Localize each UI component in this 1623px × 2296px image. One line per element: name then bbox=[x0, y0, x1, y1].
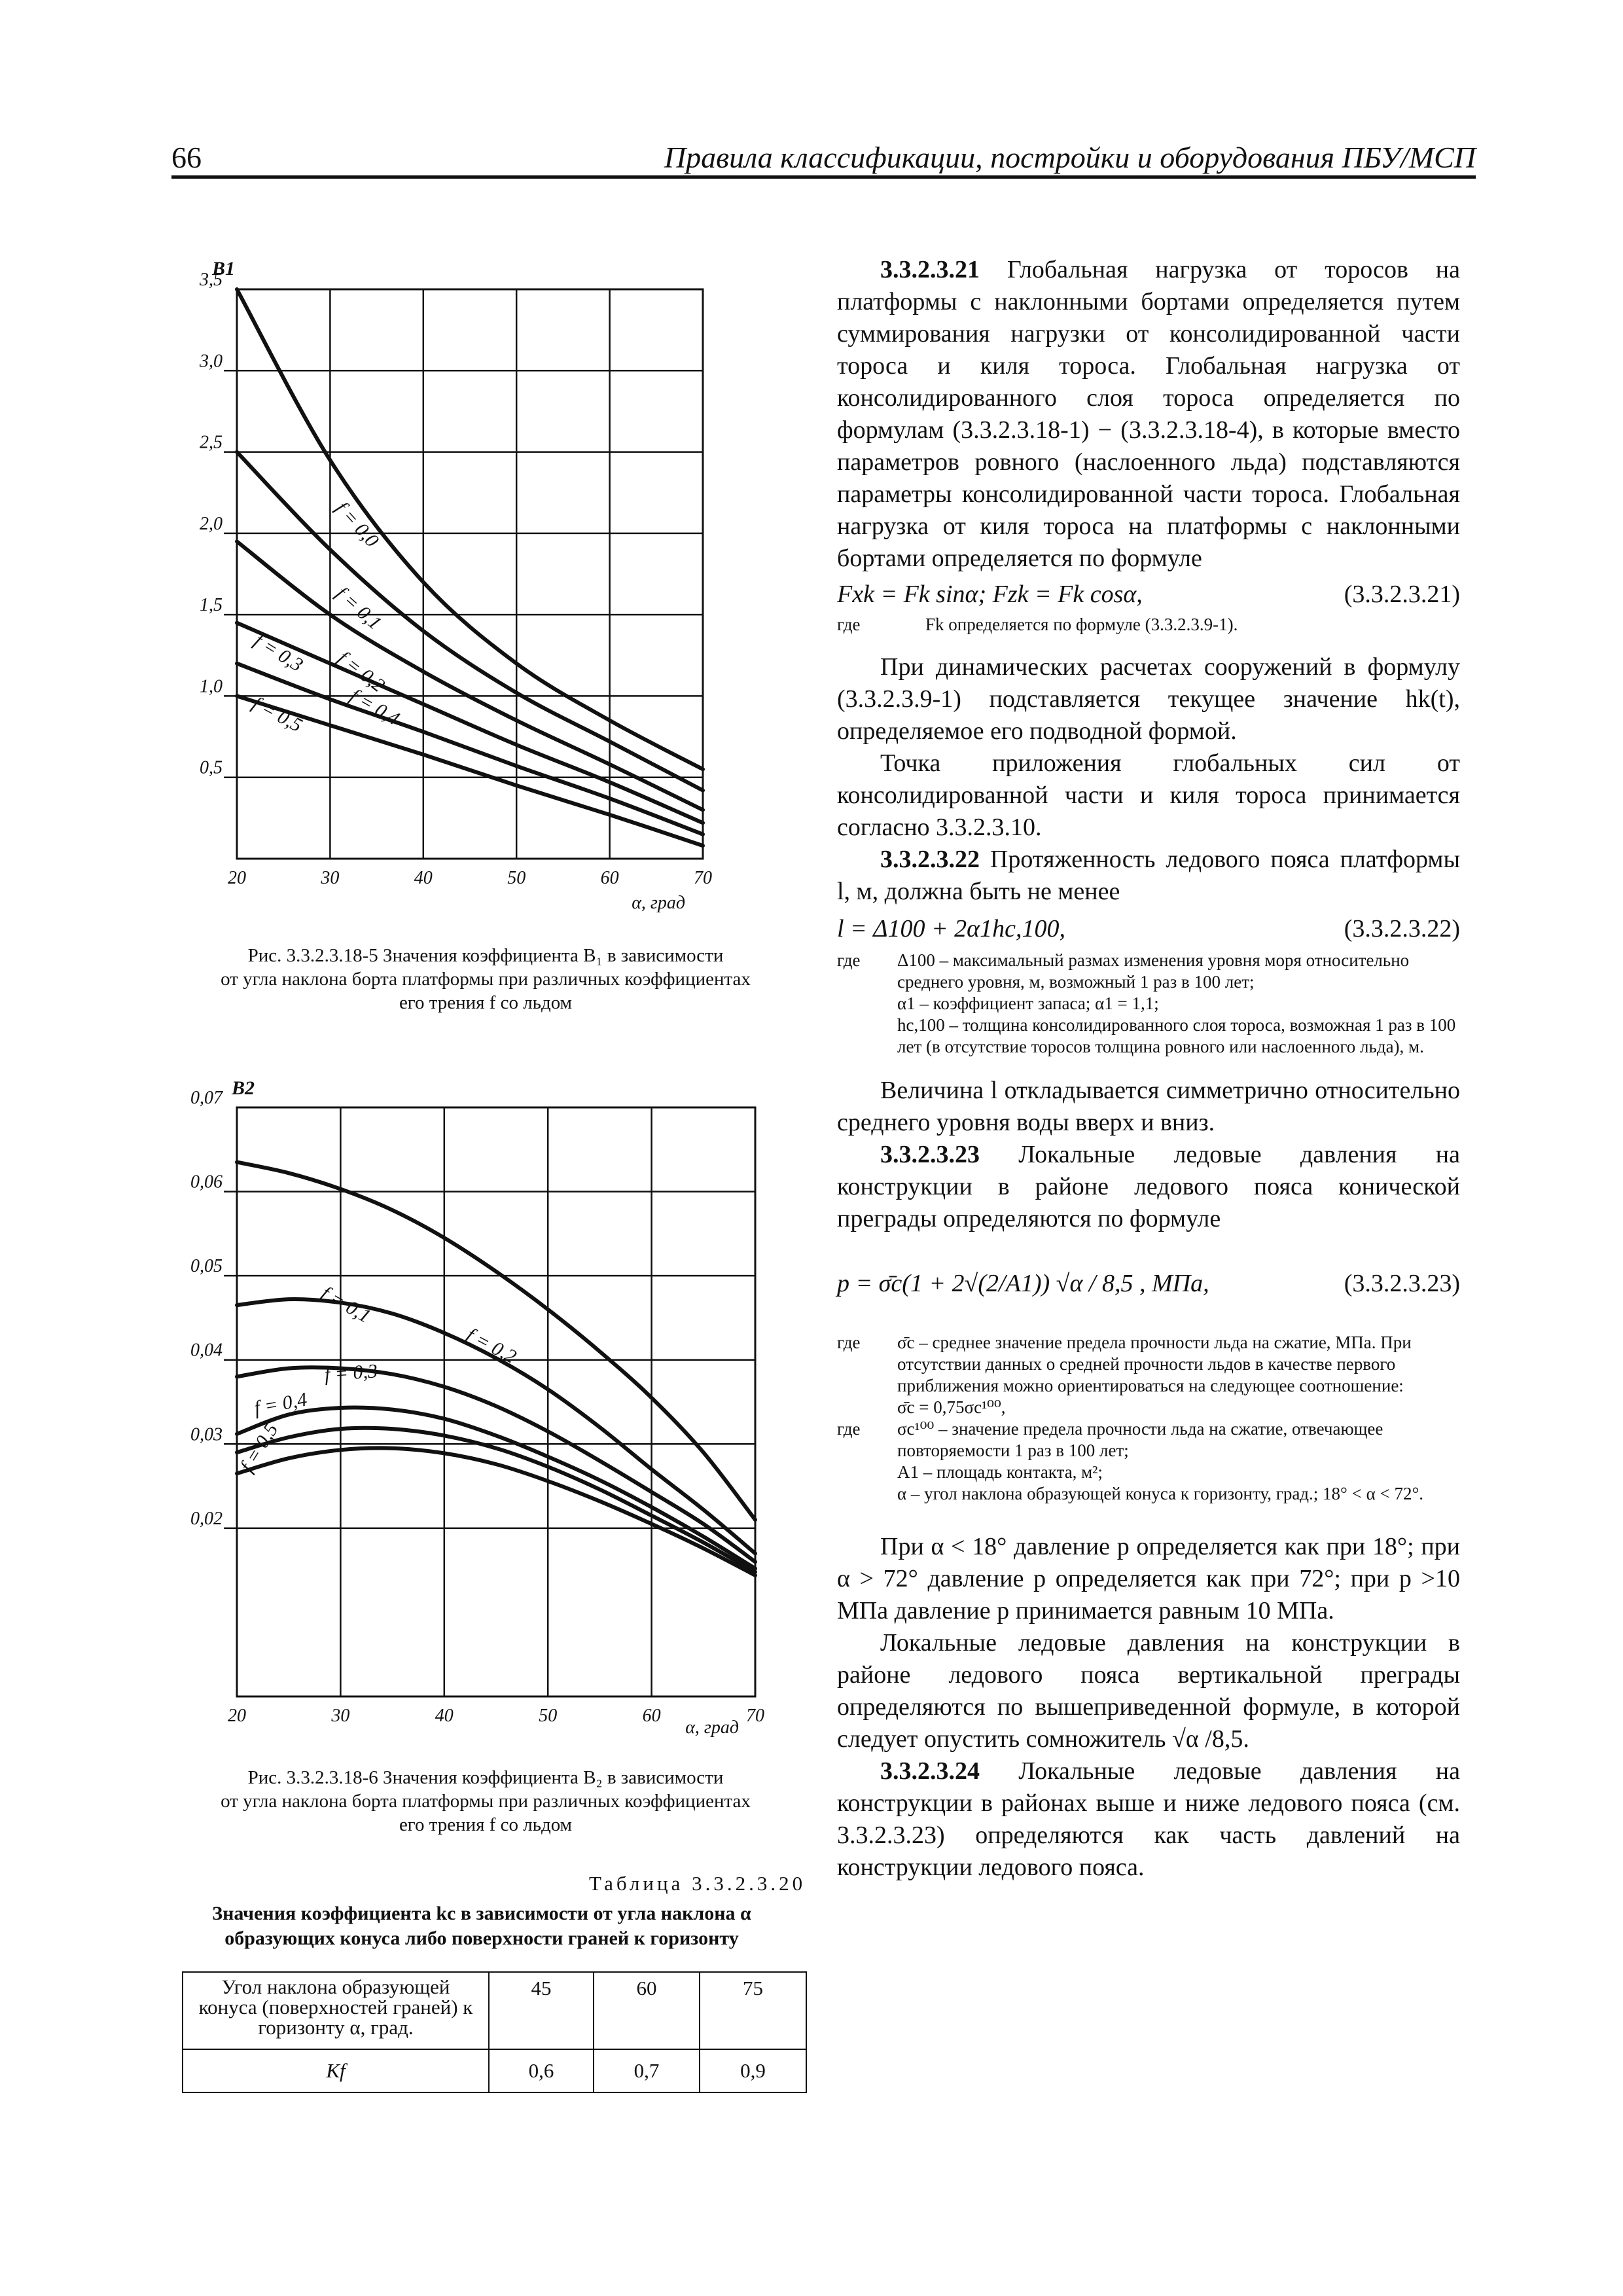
y-tick-label: 0,02 bbox=[190, 1508, 223, 1529]
caption-line: его трения f со льдом bbox=[399, 992, 573, 1013]
curve-label: f = 0,3 bbox=[323, 1360, 379, 1386]
x-tick-label: 60 bbox=[642, 1706, 661, 1726]
formula-number: (3.3.2.3.21) bbox=[1344, 581, 1460, 608]
legend-list bbox=[897, 950, 1460, 1058]
curve-label: f = 0,1 bbox=[331, 582, 386, 634]
series-line bbox=[237, 664, 703, 834]
page-number: 66 bbox=[171, 141, 202, 174]
x-tick-label: 50 bbox=[507, 868, 526, 888]
y-axis-title: B1 bbox=[212, 258, 236, 279]
y-tick-label: 2,0 bbox=[200, 513, 223, 534]
section-number: 3.3.2.3.21 bbox=[880, 256, 980, 283]
y-tick-label: 0,03 bbox=[190, 1424, 223, 1445]
caption-line: Рис. 3.3.2.3.18-6 Значения коэффициента B₂ в зависимости bbox=[247, 1767, 724, 1788]
paragraph-vertical-barrier: Локальные ледовые давления на конструкции в районе ледового пояса вертикальной преграды определяются по вышеприведенной формуле, в которой следует опустить сомножитель √α /8,5. bbox=[837, 1629, 1460, 1753]
formula-legend bbox=[837, 1418, 1460, 1505]
section-number: 3.3.2.3.23 bbox=[880, 1141, 980, 1168]
formula-number: (3.3.2.3.23) bbox=[1344, 1270, 1460, 1297]
paragraph-text: Глобальная нагрузка от торосов на платформы с наклонными бортами определяется путем суммирования нагрузки от консолидированной части тороса и киля тороса. Глобальная нагрузка от консолидированного слоя тороса определяется по формулам (3.3.2.3.18-1) − (3.3.2.3.18-4), в которые вместо параметров ровного (наслоенного льда) подставляются параметры консолидированной части тороса. Глобальная нагрузка от киля тороса на платформы с наклонными бортами определяется по формуле bbox=[837, 256, 1460, 572]
table-row bbox=[183, 2049, 806, 2092]
y-tick-label: 0,05 bbox=[190, 1256, 223, 1277]
y-tick-label: 0,06 bbox=[190, 1172, 223, 1193]
table-cell: Kf bbox=[183, 2049, 489, 2092]
where-label: где bbox=[837, 950, 861, 970]
legend-list bbox=[897, 1332, 1460, 1418]
caption-line: от угла наклона борта платформы при различных коэффициентах bbox=[221, 969, 751, 990]
series-line bbox=[237, 696, 703, 846]
formula-number: (3.3.2.3.22) bbox=[1344, 915, 1460, 942]
y-axis-title: B2 bbox=[232, 1077, 255, 1099]
table-cell: 0,6 bbox=[489, 2049, 594, 2092]
formula-text: p = σ̄c(1 + 2√(2/A1)) √α / 8,5 , МПа, bbox=[837, 1270, 1209, 1297]
curve-label: f = 0,4 bbox=[346, 684, 404, 730]
table-title bbox=[171, 1901, 792, 1951]
formula-legend bbox=[837, 614, 1460, 636]
legend-item: hc,100 – толщина консолидированного слоя тороса, возможная 1 раз в 100 лет (в отсутствие торосов толщина ровного или наслоенного льда), м. bbox=[897, 1015, 1456, 1056]
y-tick-label: 3,5 bbox=[200, 270, 223, 290]
y-tick-label: 1,0 bbox=[200, 676, 223, 697]
kc-table bbox=[182, 1971, 807, 2093]
curve-label: f = 0,0 bbox=[331, 497, 383, 552]
header-cell-line: Угол наклона образующей bbox=[221, 1975, 450, 1998]
series-line bbox=[237, 623, 703, 823]
caption-line: от угла наклона борта платформы при различных коэффициентах bbox=[221, 1791, 751, 1812]
paragraph-application-point: Точка приложения глобальных сил от консолидированной части и киля тороса принимается согласно 3.3.2.3.10. bbox=[837, 749, 1460, 841]
formula-3-3-2-3-23 bbox=[837, 1268, 1460, 1319]
series-line bbox=[237, 452, 703, 791]
paragraph-text: Локальные ледовые давления на конструкции в районе ледового пояса конической преграды определяются по формуле bbox=[837, 1141, 1460, 1232]
y-tick-label: 2,5 bbox=[200, 432, 223, 453]
x-axis-title: α, град bbox=[685, 1717, 739, 1738]
curve-label: f = 0,1 bbox=[317, 1282, 374, 1327]
where-label: где bbox=[837, 615, 861, 634]
where-label: где bbox=[837, 1419, 861, 1439]
x-tick-label: 70 bbox=[746, 1706, 764, 1726]
section-number: 3.3.2.3.24 bbox=[880, 1757, 980, 1785]
legend-item: α1 – коэффициент запаса; α1 = 1,1; bbox=[897, 994, 1159, 1013]
caption-line: его трения f со льдом bbox=[399, 1814, 573, 1835]
chart-b1 bbox=[171, 249, 800, 916]
paragraph-3-3-2-3-21 bbox=[837, 254, 1460, 575]
x-tick-label: 20 bbox=[228, 1706, 246, 1726]
chart-b2 bbox=[171, 1067, 800, 1741]
y-tick-label: 0,5 bbox=[200, 757, 223, 778]
y-tick-label: 3,0 bbox=[200, 351, 223, 372]
paragraph-text: Локальные ледовые давления на конструкции в районах выше и ниже ледового пояса (см. 3.3.2.3.23) определяются как часть давлений на конструкции ледового пояса. bbox=[837, 1757, 1460, 1881]
curve-label: f = 0,2 bbox=[334, 647, 389, 697]
figure-caption-1 bbox=[171, 944, 800, 1014]
table-title-line: образующих конуса либо поверхности граней к горизонту bbox=[224, 1928, 739, 1949]
right-column bbox=[837, 254, 1460, 1884]
header-rule bbox=[171, 175, 1476, 179]
formula-legend bbox=[837, 950, 1460, 1058]
legend-item: σ̄c – среднее значение предела прочности льда на сжатие, МПа. При отсутствии данных о средней прочности льдов в качестве первого приближения можно ориентироваться на следующее соотношение: bbox=[897, 1333, 1412, 1395]
table-cell: 75 bbox=[700, 1972, 806, 2049]
table-title-line: Значения коэффициента kc в зависимости от угла наклона α bbox=[212, 1903, 751, 1924]
legend-item: σ̄c = 0,75σc¹⁰⁰, bbox=[897, 1397, 1006, 1417]
x-tick-label: 30 bbox=[331, 1706, 350, 1726]
legend-item: A1 – площадь контакта, м²; bbox=[897, 1462, 1103, 1482]
page-header-title: Правила классификации, постройки и оборудования ПБУ/МСП bbox=[664, 141, 1476, 174]
y-tick-label: 0,04 bbox=[190, 1340, 223, 1361]
plot-frame bbox=[237, 289, 703, 859]
x-tick-label: 40 bbox=[435, 1706, 454, 1726]
paragraph-alpha-limits: При α < 18° давление p определяется как при 18°; при α > 72° давление p определяется как при 72°; при p >10 МПа давление p принимается равным 10 МПа. bbox=[837, 1533, 1460, 1624]
x-axis-title: α, град bbox=[632, 893, 685, 913]
table-cell: 0,9 bbox=[700, 2049, 806, 2092]
table-row bbox=[183, 1972, 806, 2049]
x-tick-label: 40 bbox=[414, 868, 433, 888]
legend-item: Δ100 – максимальный размах изменения уровня моря относительно среднего уровня, м, возможный 1 раз в 100 лет; bbox=[897, 950, 1410, 992]
legend-list bbox=[897, 1418, 1460, 1505]
table-cell: 60 bbox=[594, 1972, 700, 2049]
curve-label: f = 0,2 bbox=[463, 1323, 520, 1368]
legend-text: Fk определяется по формуле (3.3.2.3.9-1). bbox=[925, 615, 1238, 634]
formula-legend bbox=[837, 1332, 1460, 1418]
caption-line: Рис. 3.3.2.3.18-5 Значения коэффициента B₁ в зависимости bbox=[247, 945, 724, 966]
x-tick-label: 70 bbox=[694, 868, 712, 888]
figure-caption-2 bbox=[171, 1766, 800, 1837]
formula-text: Fxk = Fk sinα; Fzk = Fk cosα, bbox=[837, 581, 1143, 608]
x-tick-label: 50 bbox=[539, 1706, 558, 1726]
table-cell: 45 bbox=[489, 1972, 594, 2049]
table-header-cell bbox=[183, 1972, 489, 2049]
legend-item: σc¹⁰⁰ – значение предела прочности льда на сжатие, отвечающее повторяемости 1 раз в 100 лет; bbox=[897, 1419, 1383, 1460]
where-label: где bbox=[837, 1333, 861, 1352]
paragraph-3-3-2-3-24 bbox=[837, 1755, 1460, 1884]
legend-item: α – угол наклона образующей конуса к горизонту, град.; 18° < α < 72°. bbox=[897, 1484, 1423, 1503]
curve-label: f = 0,5 bbox=[236, 1419, 283, 1476]
curve-label: f = 0,5 bbox=[249, 692, 306, 737]
curve-label: f = 0,4 bbox=[252, 1388, 309, 1420]
table-cell: 0,7 bbox=[594, 2049, 700, 2092]
y-tick-label: 1,5 bbox=[200, 595, 223, 616]
header-cell-line: конуса (поверхностей граней) к bbox=[198, 1996, 473, 2018]
paragraph-text: Протяженность ледового пояса платформы l, м, должна быть не менее bbox=[837, 846, 1460, 905]
header-cell-line: горизонту α, град. bbox=[258, 2016, 414, 2039]
formula-text: l = Δ100 + 2α1hc,100, bbox=[837, 915, 1065, 942]
plot-frame bbox=[237, 1107, 755, 1696]
paragraph-symmetry: Величина l откладывается симметрично относительно среднего уровня воды вверх и вниз. bbox=[837, 1077, 1460, 1136]
paragraph-dynamic: При динамических расчетах сооружений в формулу (3.3.2.3.9-1) подставляется текущее значение hk(t), определяемое его подводной формой. bbox=[837, 653, 1460, 745]
series-line bbox=[237, 1448, 755, 1575]
y-tick-label: 0,07 bbox=[190, 1088, 223, 1108]
table-label: Таблица 3.3.2.3.20 bbox=[589, 1872, 806, 1895]
section-number: 3.3.2.3.22 bbox=[880, 846, 980, 873]
series-line bbox=[237, 1428, 755, 1572]
curve-label: f = 0,3 bbox=[250, 629, 307, 676]
x-tick-label: 60 bbox=[600, 868, 619, 888]
x-tick-label: 20 bbox=[228, 868, 246, 888]
x-tick-label: 30 bbox=[321, 868, 340, 888]
formula-3-3-2-3-21 bbox=[837, 579, 1460, 611]
paragraph-3-3-2-3-23 bbox=[837, 1139, 1460, 1235]
formula-3-3-2-3-22 bbox=[837, 913, 1460, 946]
paragraph-3-3-2-3-22 bbox=[837, 844, 1460, 908]
